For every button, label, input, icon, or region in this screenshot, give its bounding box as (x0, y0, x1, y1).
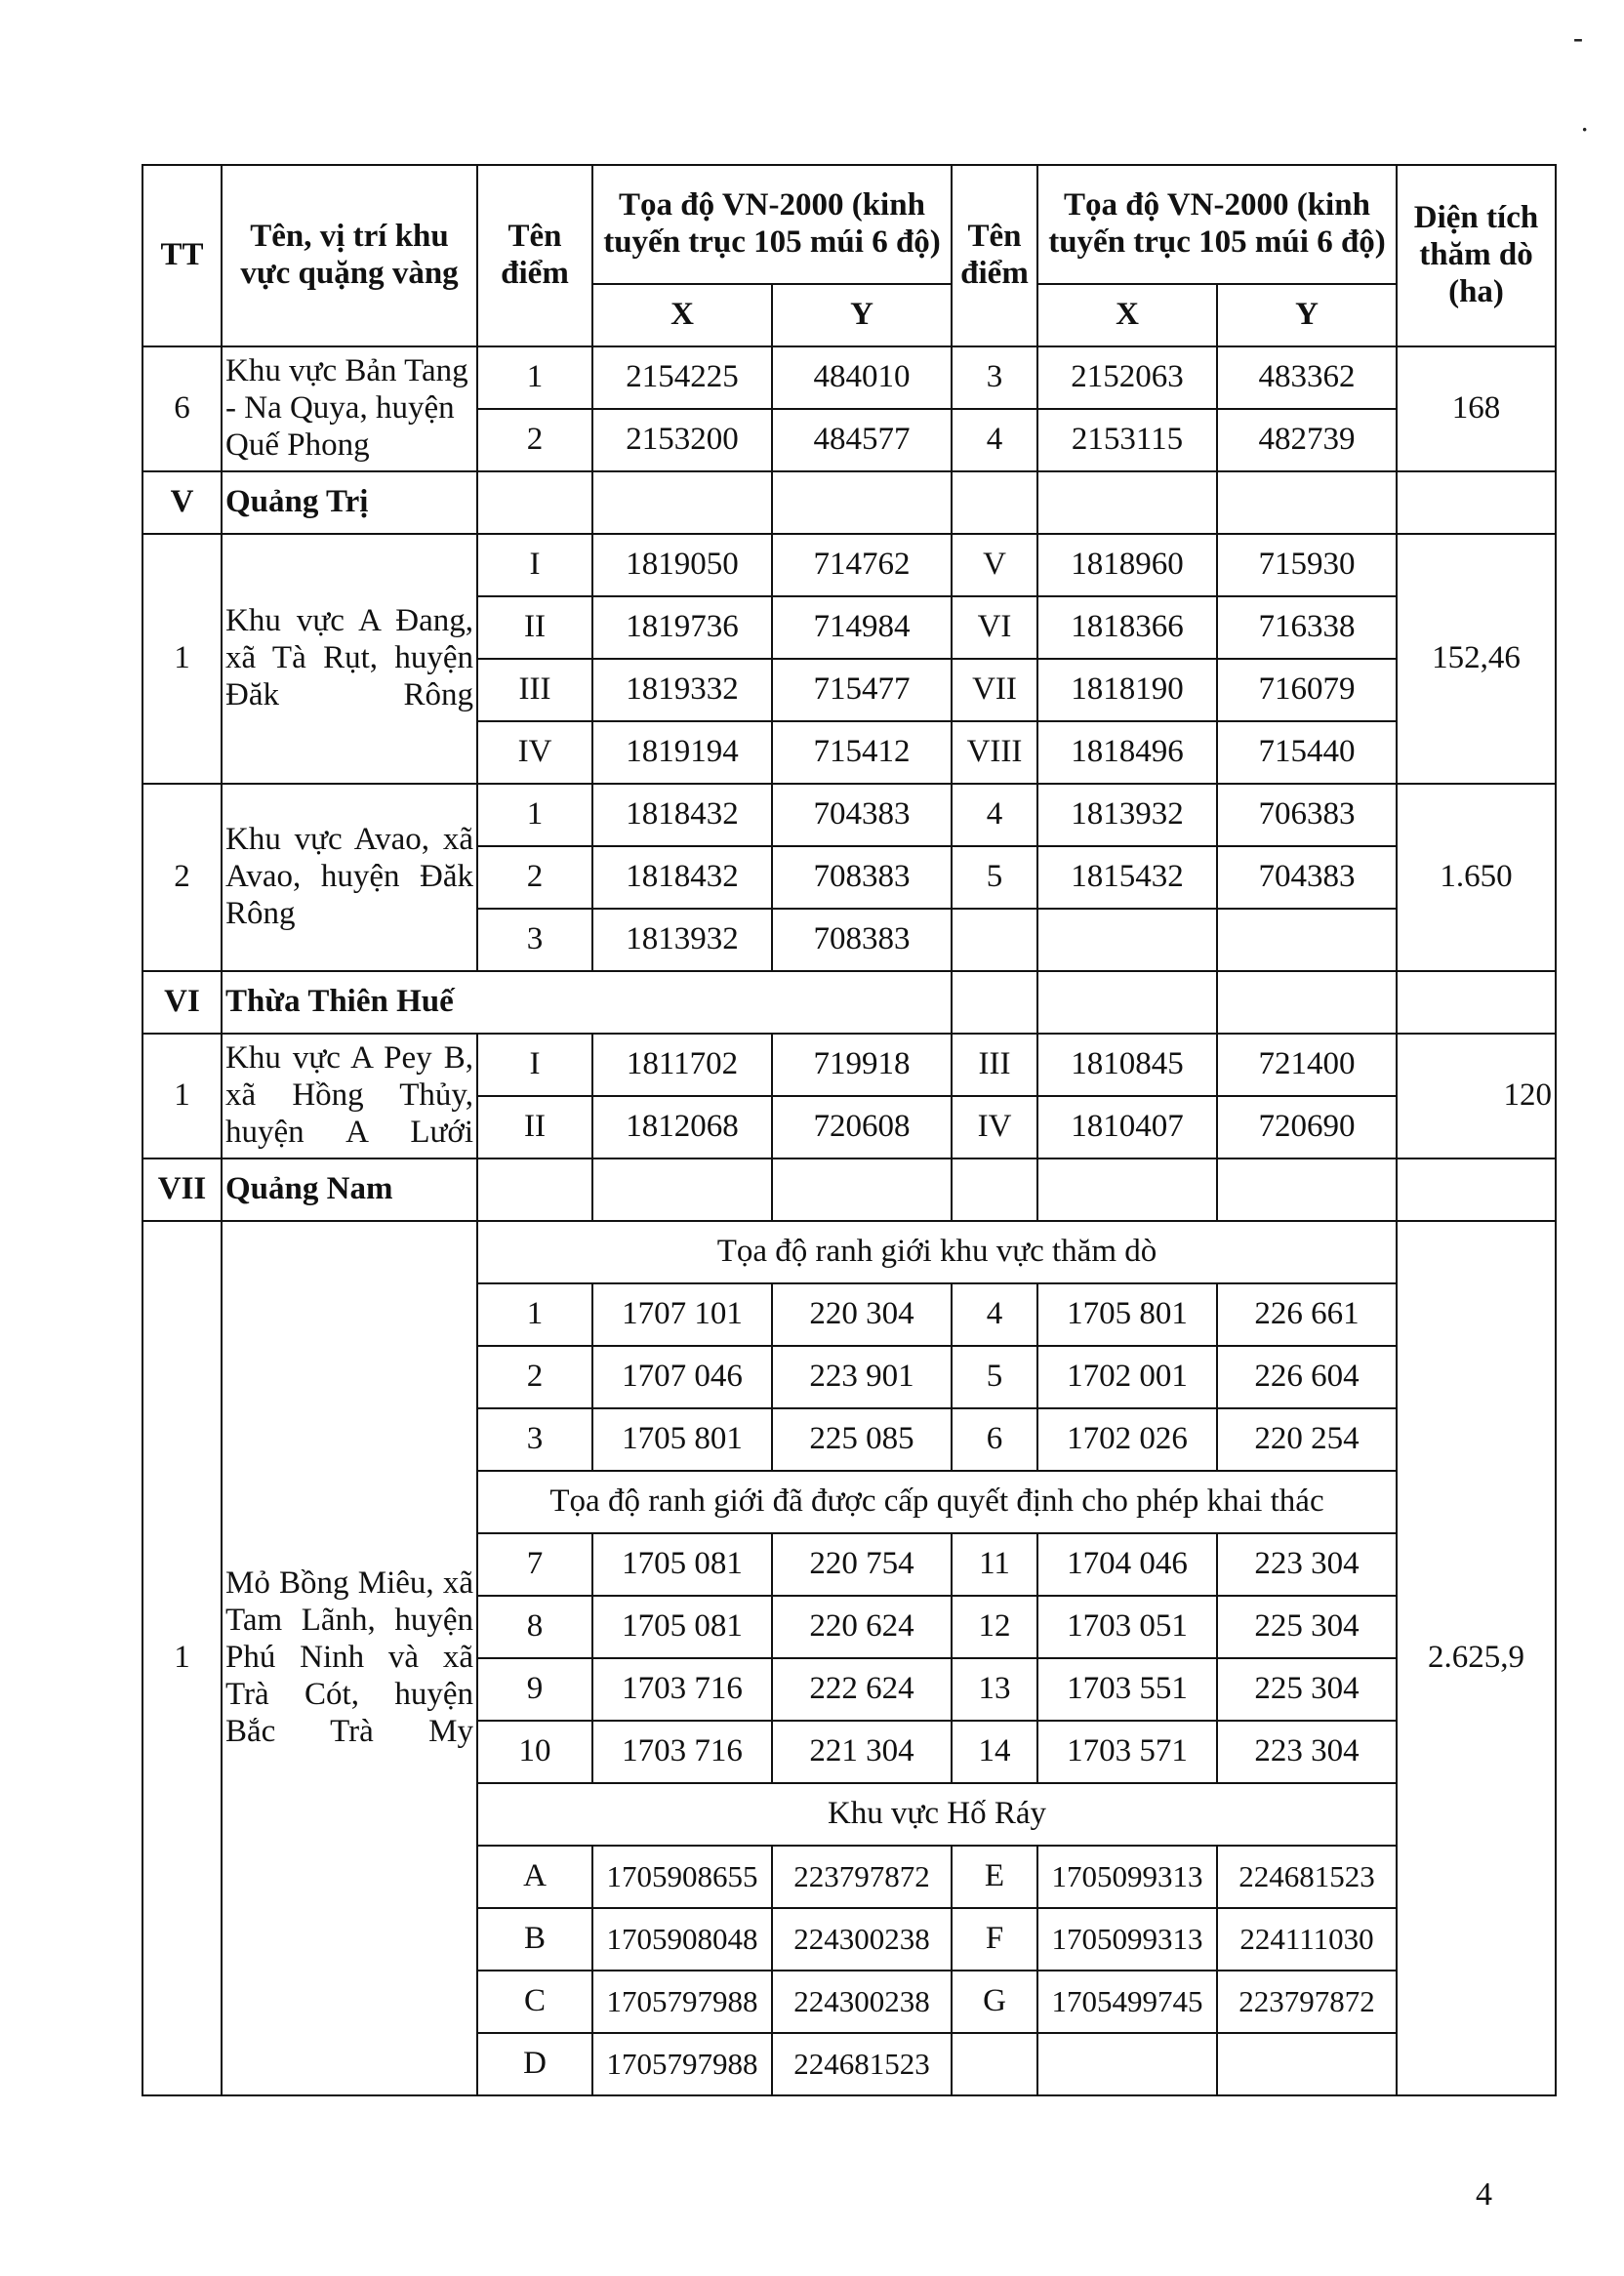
table-row (142, 346, 1556, 409)
coord-y: 220 304 (772, 1283, 952, 1346)
header-x-1: X (592, 284, 772, 346)
coord-y: 482739 (1217, 409, 1397, 471)
empty-cell (477, 471, 592, 534)
area-ha: 168 (1397, 346, 1556, 471)
empty-cell (952, 1158, 1037, 1221)
point-name: 4 (952, 409, 1037, 471)
area-ha: 120 (1397, 1034, 1556, 1158)
coord-x: 1705 801 (592, 1408, 772, 1471)
empty-cell (1397, 1158, 1556, 1221)
coord-x: 1705099313 (1037, 1846, 1217, 1908)
coord-y: 484010 (772, 346, 952, 409)
empty-cell (952, 909, 1037, 971)
empty-cell (952, 471, 1037, 534)
header-x-2: X (1037, 284, 1217, 346)
table-header-row (142, 165, 1556, 284)
header-tt: TT (142, 165, 222, 346)
row-tt: 1 (142, 1034, 222, 1158)
coord-y: 224300238 (772, 1971, 952, 2033)
coord-x: 1818432 (592, 784, 772, 846)
coord-y: 221 304 (772, 1721, 952, 1783)
coord-x: 1707 101 (592, 1283, 772, 1346)
point-name: 12 (952, 1596, 1037, 1658)
point-name: VIII (952, 721, 1037, 784)
coord-x: 1818496 (1037, 721, 1217, 784)
coord-y: 226 661 (1217, 1283, 1397, 1346)
coord-x: 1815432 (1037, 846, 1217, 909)
coord-x: 1707 046 (592, 1346, 772, 1408)
coord-y: 483362 (1217, 346, 1397, 409)
empty-cell (772, 471, 952, 534)
point-name: 8 (477, 1596, 592, 1658)
point-name: 3 (477, 1408, 592, 1471)
table-row (142, 784, 1556, 846)
point-name: B (477, 1908, 592, 1971)
point-name: A (477, 1846, 592, 1908)
point-name: 2 (477, 846, 592, 909)
coord-x: 1818190 (1037, 659, 1217, 721)
coord-x: 1811702 (592, 1034, 772, 1096)
point-name: C (477, 1971, 592, 2033)
point-name: 1 (477, 784, 592, 846)
coord-x: 1705499745 (1037, 1971, 1217, 2033)
header-point-1: Tên điểm (477, 165, 592, 346)
coord-y: 223 304 (1217, 1533, 1397, 1596)
province-name: Quảng Trị (222, 471, 477, 534)
empty-cell (952, 971, 1037, 1034)
point-name: 4 (952, 784, 1037, 846)
coord-x: 1818366 (1037, 596, 1217, 659)
coord-y: 225 304 (1217, 1658, 1397, 1721)
coord-x: 1702 026 (1037, 1408, 1217, 1471)
coord-x: 1819194 (592, 721, 772, 784)
point-name: 1 (477, 346, 592, 409)
empty-cell (1217, 971, 1397, 1034)
coord-x: 1705908655 (592, 1846, 772, 1908)
coord-y: 225 304 (1217, 1596, 1397, 1658)
table-row (142, 534, 1556, 596)
point-name: 13 (952, 1658, 1037, 1721)
coord-x: 1705 081 (592, 1533, 772, 1596)
point-name: 3 (477, 909, 592, 971)
area-ha: 1.650 (1397, 784, 1556, 971)
province-tt: VII (142, 1158, 222, 1221)
coord-x: 1705 081 (592, 1596, 772, 1658)
empty-cell (1037, 2033, 1217, 2095)
empty-cell (1397, 471, 1556, 534)
point-name: 9 (477, 1658, 592, 1721)
coord-y: 484577 (772, 409, 952, 471)
coord-y: 714762 (772, 534, 952, 596)
coord-x: 1705 801 (1037, 1283, 1217, 1346)
coord-y: 220 624 (772, 1596, 952, 1658)
coord-x: 1819736 (592, 596, 772, 659)
province-name: Thừa Thiên Huế (222, 971, 952, 1034)
province-tt: V (142, 471, 222, 534)
point-name: III (952, 1034, 1037, 1096)
coord-y: 720608 (772, 1096, 952, 1158)
coord-x: 1703 551 (1037, 1658, 1217, 1721)
empty-cell (592, 1158, 772, 1221)
coord-y: 220 254 (1217, 1408, 1397, 1471)
point-name: II (477, 596, 592, 659)
point-name: I (477, 1034, 592, 1096)
coord-y: 715477 (772, 659, 952, 721)
point-name: IV (477, 721, 592, 784)
point-name: 5 (952, 1346, 1037, 1408)
point-name: 5 (952, 846, 1037, 909)
header-y-1: Y (772, 284, 952, 346)
empty-cell (1217, 1158, 1397, 1221)
coord-y: 223 304 (1217, 1721, 1397, 1783)
point-name: 4 (952, 1283, 1037, 1346)
coord-x: 1703 571 (1037, 1721, 1217, 1783)
coord-y: 704383 (1217, 846, 1397, 909)
coord-x: 1810407 (1037, 1096, 1217, 1158)
coord-x: 1705797988 (592, 1971, 772, 2033)
point-name: 2 (477, 1346, 592, 1408)
point-name: 11 (952, 1533, 1037, 1596)
empty-cell (1217, 909, 1397, 971)
coord-y: 704383 (772, 784, 952, 846)
empty-cell (477, 1158, 592, 1221)
coord-y: 223797872 (1217, 1971, 1397, 2033)
point-name: 2 (477, 409, 592, 471)
point-name: 1 (477, 1283, 592, 1346)
stray-mark-top: - (1573, 21, 1583, 54)
point-name: V (952, 534, 1037, 596)
header-name: Tên, vị trí khu vực quặng vàng (222, 165, 477, 346)
coord-x: 1818432 (592, 846, 772, 909)
header-coord-2: Tọa độ VN-2000 (kinh tuyến trục 105 múi 6 độ) (1037, 165, 1397, 284)
empty-cell (1037, 1158, 1217, 1221)
empty-cell (1217, 471, 1397, 534)
page-number: 4 (1476, 2176, 1492, 2213)
area-ha: 2.625,9 (1397, 1221, 1556, 2095)
coord-y: 708383 (772, 846, 952, 909)
point-name: IV (952, 1096, 1037, 1158)
row-tt: 6 (142, 346, 222, 471)
area-name: Khu vực A Pey B, xã Hồng Thủy, huyện A Lưới (222, 1034, 477, 1158)
coord-y: 715412 (772, 721, 952, 784)
coord-y: 224300238 (772, 1908, 952, 1971)
row-tt: 2 (142, 784, 222, 971)
point-name: 14 (952, 1721, 1037, 1783)
stray-mark-dot: · (1581, 117, 1589, 142)
point-name: 6 (952, 1408, 1037, 1471)
area-name: Khu vực Avao, xã Avao, huyện Đăk Rông (222, 784, 477, 971)
point-name: D (477, 2033, 592, 2095)
coord-x: 2153200 (592, 409, 772, 471)
point-name: VI (952, 596, 1037, 659)
province-row (142, 971, 1556, 1034)
point-name: 10 (477, 1721, 592, 1783)
empty-cell (1397, 971, 1556, 1034)
sub-heading: Tọa độ ranh giới khu vực thăm dò (477, 1221, 1397, 1283)
coord-x: 1704 046 (1037, 1533, 1217, 1596)
point-name: VII (952, 659, 1037, 721)
point-name: III (477, 659, 592, 721)
coord-y: 226 604 (1217, 1346, 1397, 1408)
empty-cell (592, 471, 772, 534)
point-name: I (477, 534, 592, 596)
empty-cell (1037, 471, 1217, 534)
coord-x: 1813932 (1037, 784, 1217, 846)
point-name: 7 (477, 1533, 592, 1596)
area-name: Khu vực Bản Tang - Na Quya, huyện Quế Phong (222, 346, 477, 471)
empty-cell (1217, 2033, 1397, 2095)
header-y-2: Y (1217, 284, 1397, 346)
sub-heading: Khu vực Hố Ráy (477, 1783, 1397, 1846)
gold-ore-area-table (142, 164, 1557, 2096)
empty-cell (952, 2033, 1037, 2095)
empty-cell (772, 1158, 952, 1221)
province-row (142, 471, 1556, 534)
row-tt: 1 (142, 1221, 222, 2095)
province-tt: VI (142, 971, 222, 1034)
coord-x: 1812068 (592, 1096, 772, 1158)
coord-y: 715440 (1217, 721, 1397, 784)
coord-x: 2152063 (1037, 346, 1217, 409)
coord-y: 720690 (1217, 1096, 1397, 1158)
area-ha: 152,46 (1397, 534, 1556, 784)
coord-x: 1705797988 (592, 2033, 772, 2095)
coord-x: 2154225 (592, 346, 772, 409)
empty-cell (1037, 909, 1217, 971)
coord-x: 1705099313 (1037, 1908, 1217, 1971)
coord-x: 1813932 (592, 909, 772, 971)
coord-y: 222 624 (772, 1658, 952, 1721)
coord-x: 1703 051 (1037, 1596, 1217, 1658)
row-tt: 1 (142, 534, 222, 784)
point-name: II (477, 1096, 592, 1158)
coord-y: 224681523 (772, 2033, 952, 2095)
sub-heading: Tọa độ ranh giới đã được cấp quyết định cho phép khai thác (477, 1471, 1397, 1533)
empty-cell (1037, 971, 1217, 1034)
coord-x: 1705908048 (592, 1908, 772, 1971)
point-name: E (952, 1846, 1037, 1908)
coord-y: 715930 (1217, 534, 1397, 596)
coord-x: 1819050 (592, 534, 772, 596)
coord-y: 716338 (1217, 596, 1397, 659)
point-name: F (952, 1908, 1037, 1971)
coord-y: 714984 (772, 596, 952, 659)
province-name: Quảng Nam (222, 1158, 477, 1221)
coord-y: 719918 (772, 1034, 952, 1096)
coord-x: 1703 716 (592, 1658, 772, 1721)
coord-y: 223797872 (772, 1846, 952, 1908)
coord-y: 224111030 (1217, 1908, 1397, 1971)
coord-y: 708383 (772, 909, 952, 971)
coord-x: 1810845 (1037, 1034, 1217, 1096)
coord-y: 225 085 (772, 1408, 952, 1471)
area-name: Khu vực A Đang, xã Tà Rụt, huyện Đăk Rông (222, 534, 477, 784)
coord-x: 1702 001 (1037, 1346, 1217, 1408)
coord-y: 220 754 (772, 1533, 952, 1596)
coord-x: 1818960 (1037, 534, 1217, 596)
coord-x: 1703 716 (592, 1721, 772, 1783)
province-row (142, 1158, 1556, 1221)
point-name: G (952, 1971, 1037, 2033)
coord-y: 721400 (1217, 1034, 1397, 1096)
coord-y: 706383 (1217, 784, 1397, 846)
table-row (142, 1034, 1556, 1096)
coord-y: 224681523 (1217, 1846, 1397, 1908)
area-name: Mỏ Bồng Miêu, xã Tam Lãnh, huyện Phú Ninh và xã Trà Cót, huyện Bắc Trà My (222, 1221, 477, 2095)
sub-heading-row (142, 1221, 1556, 1283)
header-coord-1: Tọa độ VN-2000 (kinh tuyến trục 105 múi 6 độ) (592, 165, 952, 284)
coord-x: 2153115 (1037, 409, 1217, 471)
point-name: 3 (952, 346, 1037, 409)
coord-y: 716079 (1217, 659, 1397, 721)
coord-y: 223 901 (772, 1346, 952, 1408)
header-point-2: Tên điểm (952, 165, 1037, 346)
header-area: Diện tích thăm dò (ha) (1397, 165, 1556, 346)
coord-x: 1819332 (592, 659, 772, 721)
